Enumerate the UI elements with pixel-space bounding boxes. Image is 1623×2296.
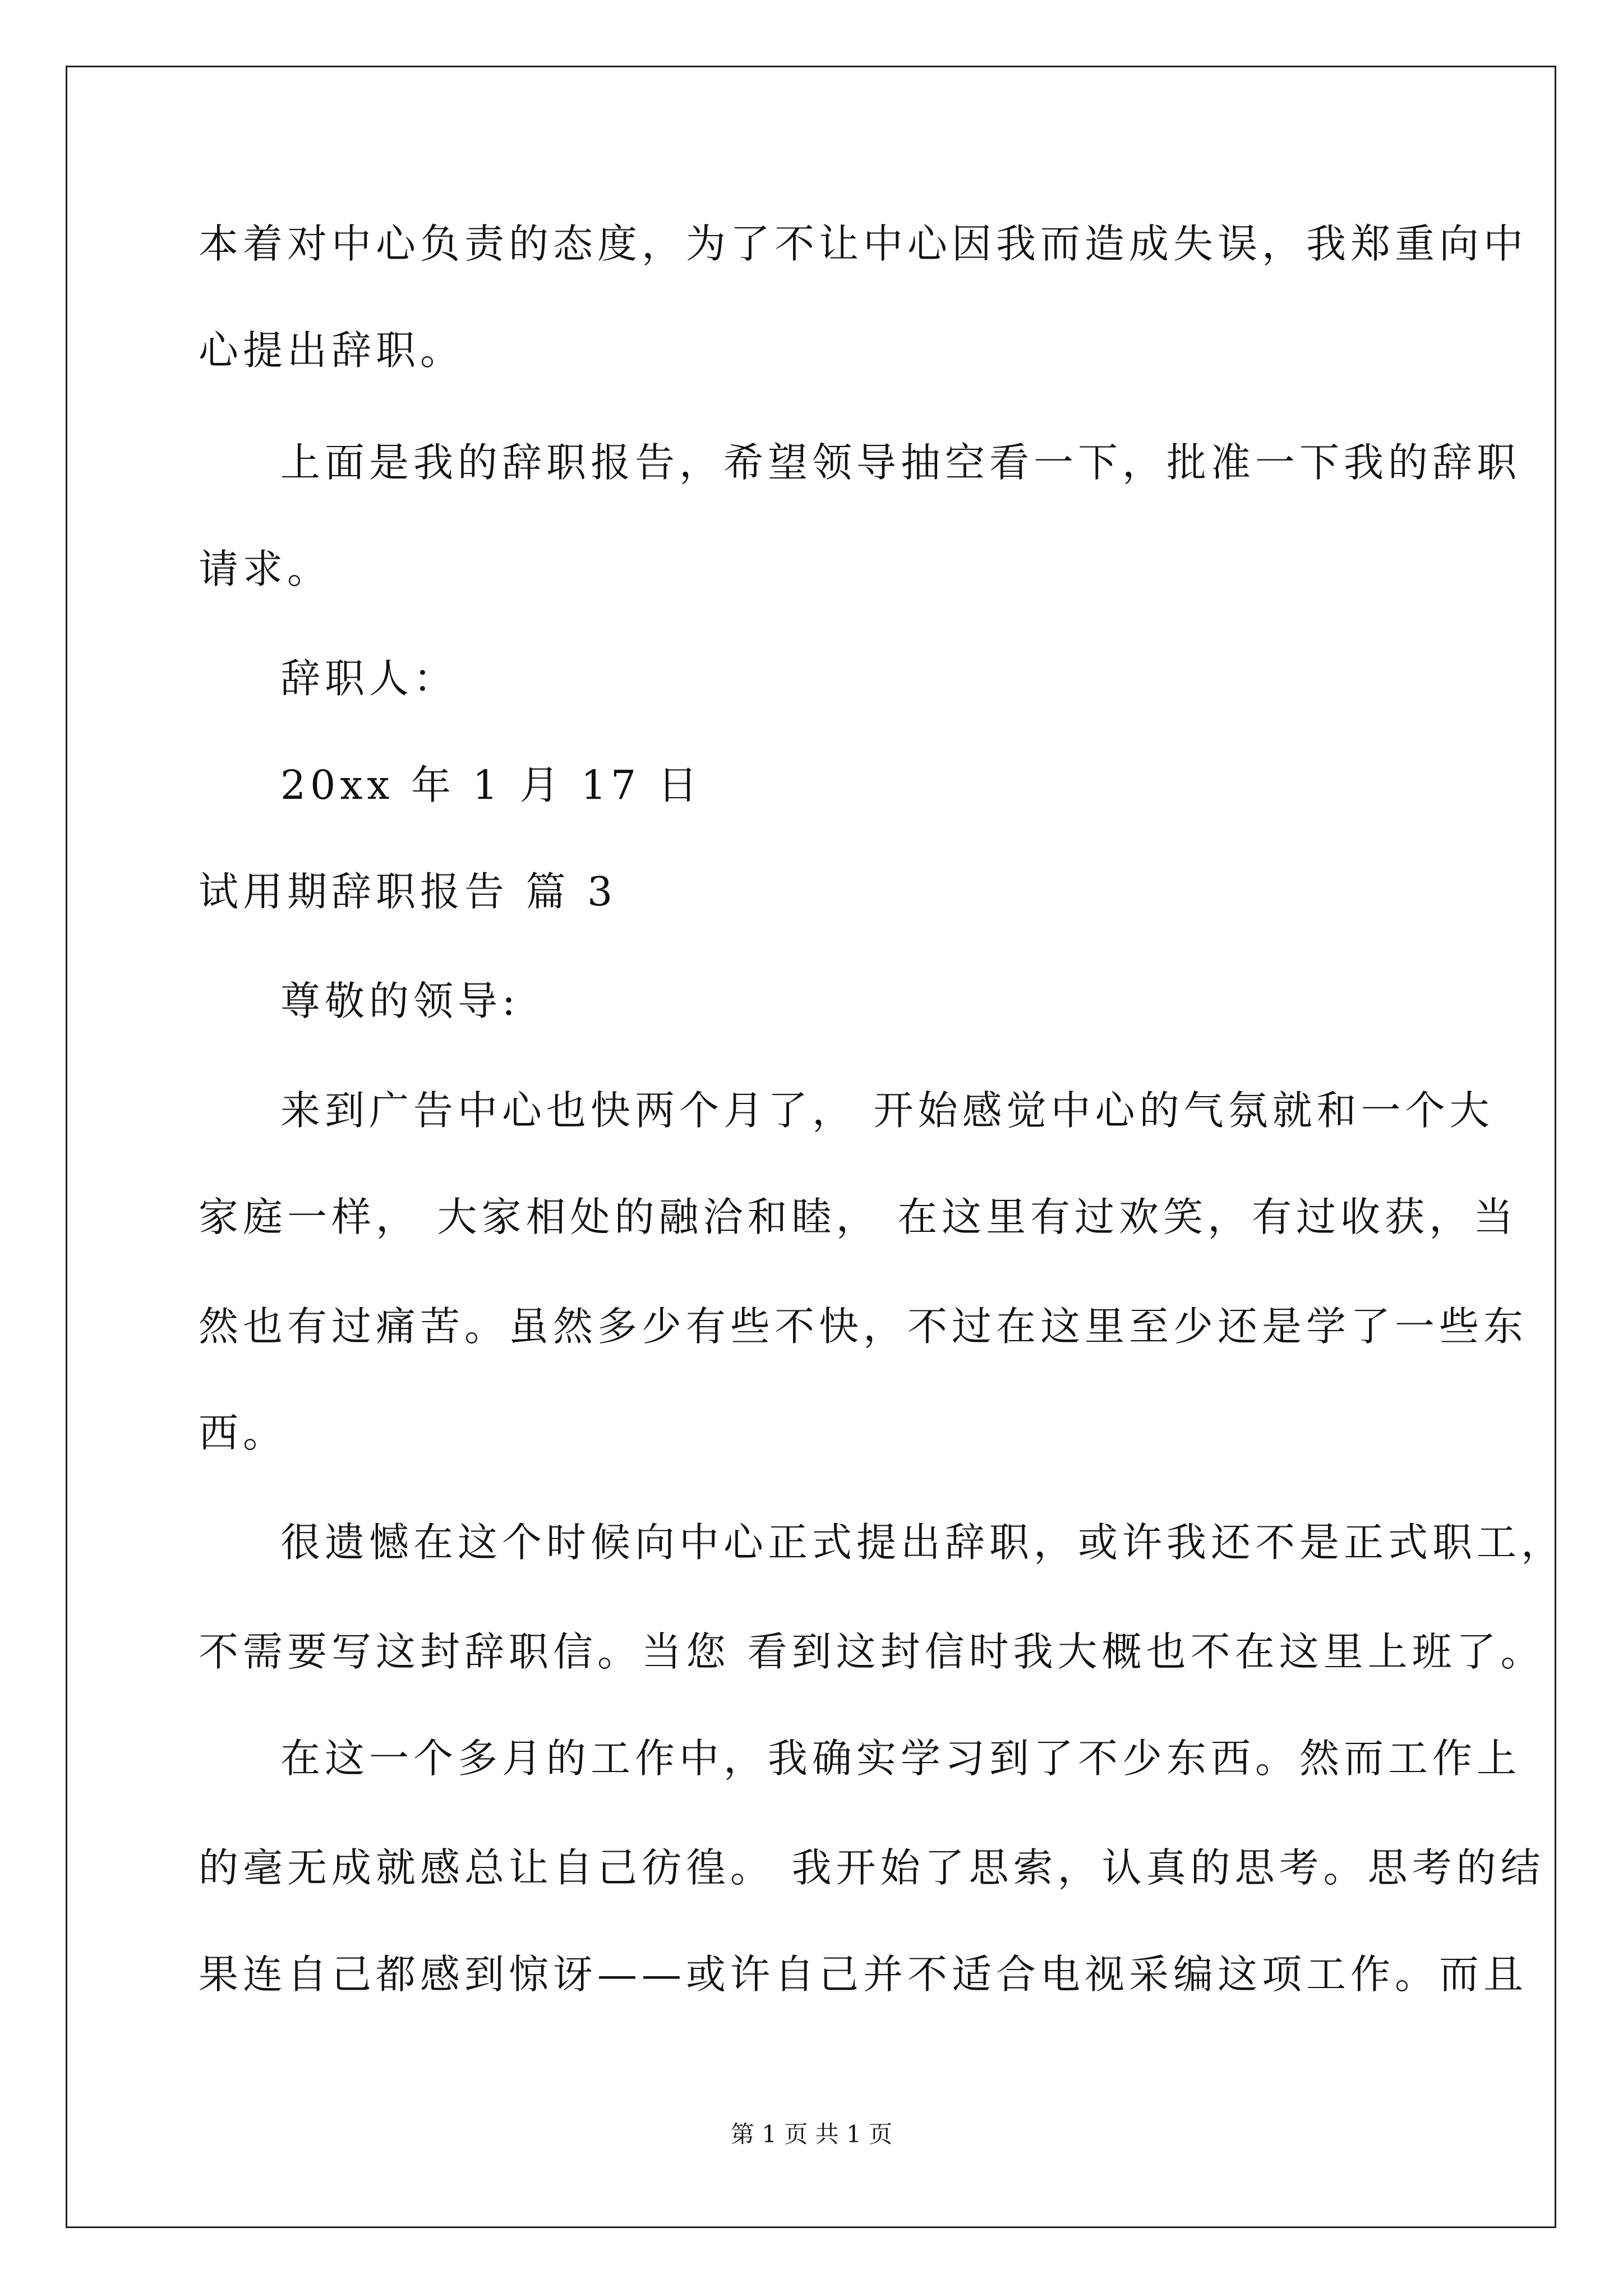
signature-label: 辞职人：: [280, 655, 458, 702]
section-heading: 试用期辞职报告 篇 3: [199, 868, 617, 915]
paragraph-line: 心提出辞职。: [199, 327, 465, 374]
salutation: 尊敬的领导:: [280, 978, 520, 1024]
paragraph-line: 来到广告中心也快两个月了， 开始感觉中心的气氛就和一个大: [280, 1087, 1494, 1134]
paragraph-line: 的毫无成就感总让自己彷徨。 我开始了思索，认真的思考。思考的结: [199, 1844, 1545, 1891]
paragraph-line: 果连自己都感到惊讶——或许自己并不适合电视采编这项工作。而且: [199, 1951, 1528, 1998]
paragraph-line: 不需要写这封辞职信。当您 看到这封信时我大概也不在这里上班了。: [199, 1628, 1545, 1675]
paragraph-line: 本着对中心负责的态度，为了不让中心因我而造成失误，我郑重向中: [199, 220, 1528, 267]
paragraph-line: 在这一个多月的工作中，我确实学习到了不少东西。然而工作上: [280, 1735, 1521, 1782]
paragraph-line: 上面是我的辞职报告，希望领导抽空看一下，批准一下我的辞职: [280, 439, 1521, 486]
date-line: 20xx 年 1 月 17 日: [280, 762, 702, 808]
paragraph-line: 很遗憾在这个时候向中心正式提出辞职，或许我还不是正式职工，: [280, 1519, 1566, 1566]
paragraph-line: 然也有过痛苦。虽然多少有些不快，不过在这里至少还是学了一些东: [199, 1303, 1528, 1350]
paragraph-line: 西。: [199, 1410, 288, 1456]
page-border: [66, 66, 1556, 2228]
paragraph-line: 家庭一样， 大家相处的融洽和睦， 在这里有过欢笑，有过收获，当: [199, 1194, 1518, 1240]
paragraph-line: 请求。: [199, 546, 332, 592]
page-footer: 第 1 页 共 1 页: [730, 2120, 893, 2148]
